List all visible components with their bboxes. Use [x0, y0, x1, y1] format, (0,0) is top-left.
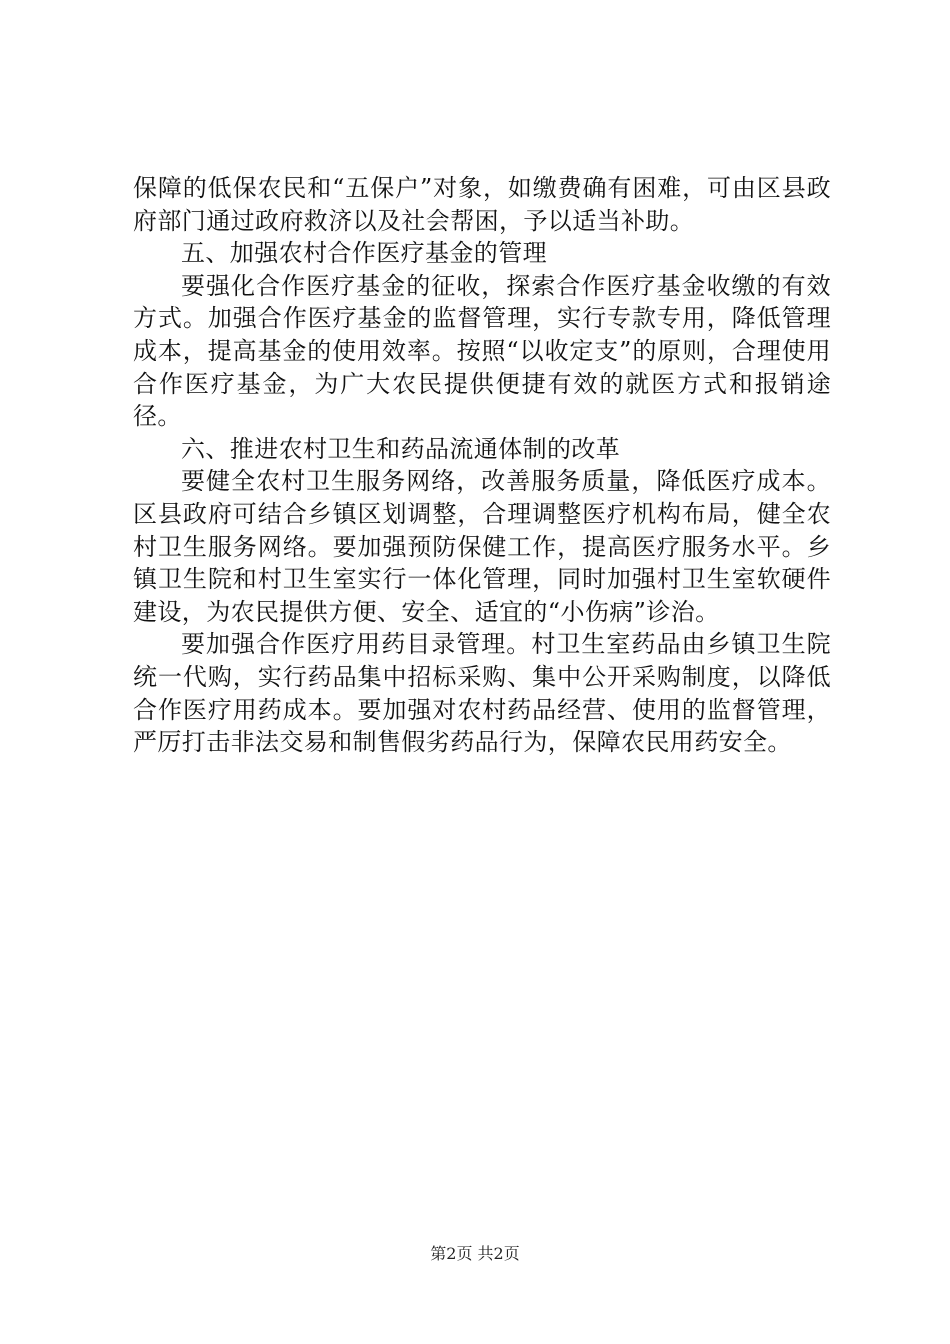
page-number: 第2页 共2页: [430, 1244, 520, 1263]
paragraph-fund-management: 要强化合作医疗基金的征收，探索合作医疗基金收缴的有效方式。加强合作医疗基金的监督管理，实行专款专用，降低管理成本，提高基金的使用效率。按照“以收定支”的原则，合理使用合作医疗基金，为广大农民提供便捷有效的就医方式和报销途径。: [133, 271, 831, 431]
paragraph-health-network: 要健全农村卫生服务网络，改善服务质量，降低医疗成本。区县政府可结合乡镇区划调整，合理调整医疗机构布局，健全农村卫生服务网络。要加强预防保健工作，提高医疗服务水平。乡镇卫生院和村卫生室实行一体化管理，同时加强村卫生室软硬件建设，为农民提供方便、安全、适宜的“小伤病”诊治。: [133, 467, 831, 626]
section-heading-6: 六、推进农村卫生和药品流通体制的改革: [181, 434, 621, 463]
paragraph-drug-management: 要加强合作医疗用药目录管理。村卫生室药品由乡镇卫生院统一代购，实行药品集中招标采购、集中公开采购制度，以降低合作医疗用药成本。要加强对农村药品经营、使用的监督管理，严厉打击非法交易和制售假劣药品行为，保障农民用药安全。: [133, 630, 831, 757]
section-heading-5: 五、加强农村合作医疗基金的管理: [181, 239, 547, 268]
document-body: [133, 172, 831, 759]
page-footer: [0, 1244, 950, 1264]
paragraph-continuation: 保障的低保农民和“五保户”对象，如缴费确有困难，可由区县政府部门通过政府救济以及社会帮困，予以适当补助。: [133, 174, 831, 235]
